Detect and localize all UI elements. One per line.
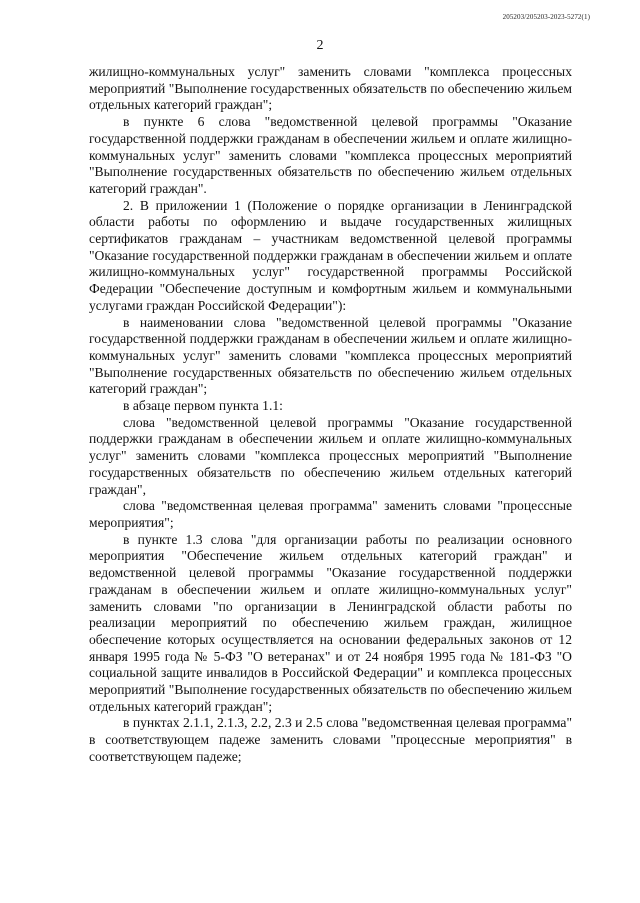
paragraph-item-6: в пункте 6 слова "ведомственной целевой программы "Оказание государственной поддержки гражданам в обеспечении жильем и оплате жилищно-коммунальных услуг" заменить словами "комплекса процессных мероприятий "Выполнение государственных обязательств по обеспечению жильем отдельных категорий граждан". — [89, 114, 572, 196]
paragraph-item-1-3: в пункте 1.3 слова "для организации работы по реализации основного мероприятия "Обеспечение жильем отдельных категорий граждан" и ведомственной целевой программы "Оказание государственной поддержки гражданам в обеспечении жильем и оплате жилищно-коммунальных услуг" заменить словами "по организации в Ленинградской области работы по реализации мероприятий по обеспечению жильем граждан, жилищное обеспечение которых осуществляется на основании федеральных законов от 12 января 1995 года № 5-ФЗ "О ветеранах" и от 24 ноября 1995 года № 181-ФЗ "О социальной защите инвалидов в Российской Федерации" и комплекса процессных мероприятий "Выполнение государственных обязательств по обеспечению жильем отдельных категорий граждан"; — [89, 531, 572, 714]
paragraph-title-change: в наименовании слова "ведомственной целевой программы "Оказание государственной поддержки гражданам в обеспечении жильем и оплате жилищно-коммунальных услуг" заменить словами "комплекса процессных мероприятий "Выполнение государственных обязательств по обеспечению жильем отдельных категорий граждан"; — [89, 314, 572, 397]
paragraph-items-2-x: в пунктах 2.1.1, 2.1.3, 2.2, 2.3 и 2.5 слова "ведомственная целевая программа" в соответствующем падеже заменить словами "процессные мероприятия" в соответствующем падеже; — [89, 715, 572, 764]
page-number: 2 — [316, 38, 324, 53]
document-id: 205203/205203-2023-5272(1) — [502, 13, 590, 21]
paragraph-continuation: жилищно-коммунальных услуг" заменить словами "комплекса процессных мероприятий "Выполнение государственных обязательств по обеспечению жильем отдельных категорий граждан"; — [89, 64, 572, 113]
paragraph-item-1-1-words-2: слова "ведомственная целевая программа" заменить словами "процессные мероприятия"; — [89, 498, 572, 530]
paragraph-item-1-1-intro: в абзаце первом пункта 1.1: — [123, 398, 283, 414]
paragraph-item-1-1-words: слова "ведомственной целевой программы "Оказание государственной поддержки гражданам в обеспечении жильем и оплате жилищно-коммунальных услуг" заменить словами "комплекса процессных мероприятий "Выполнение государственных обязательств по обеспечению жильем отдельных категорий граждан", — [89, 414, 572, 497]
paragraph-section-2: 2. В приложении 1 (Положение о порядке организации в Ленинградской области работы по оформлению и выдаче государственных жилищных сертификатов гражданам – участникам ведомственной целевой программы "Оказание государственной поддержки гражданам в обеспечении жильем и оплате жилищно-коммунальных услуг" государственной программы Российской Федерации "Обеспечение доступным и комфортным жильем и коммунальными услугами граждан Российской Федерации"): — [89, 197, 572, 313]
document-body — [89, 64, 572, 766]
